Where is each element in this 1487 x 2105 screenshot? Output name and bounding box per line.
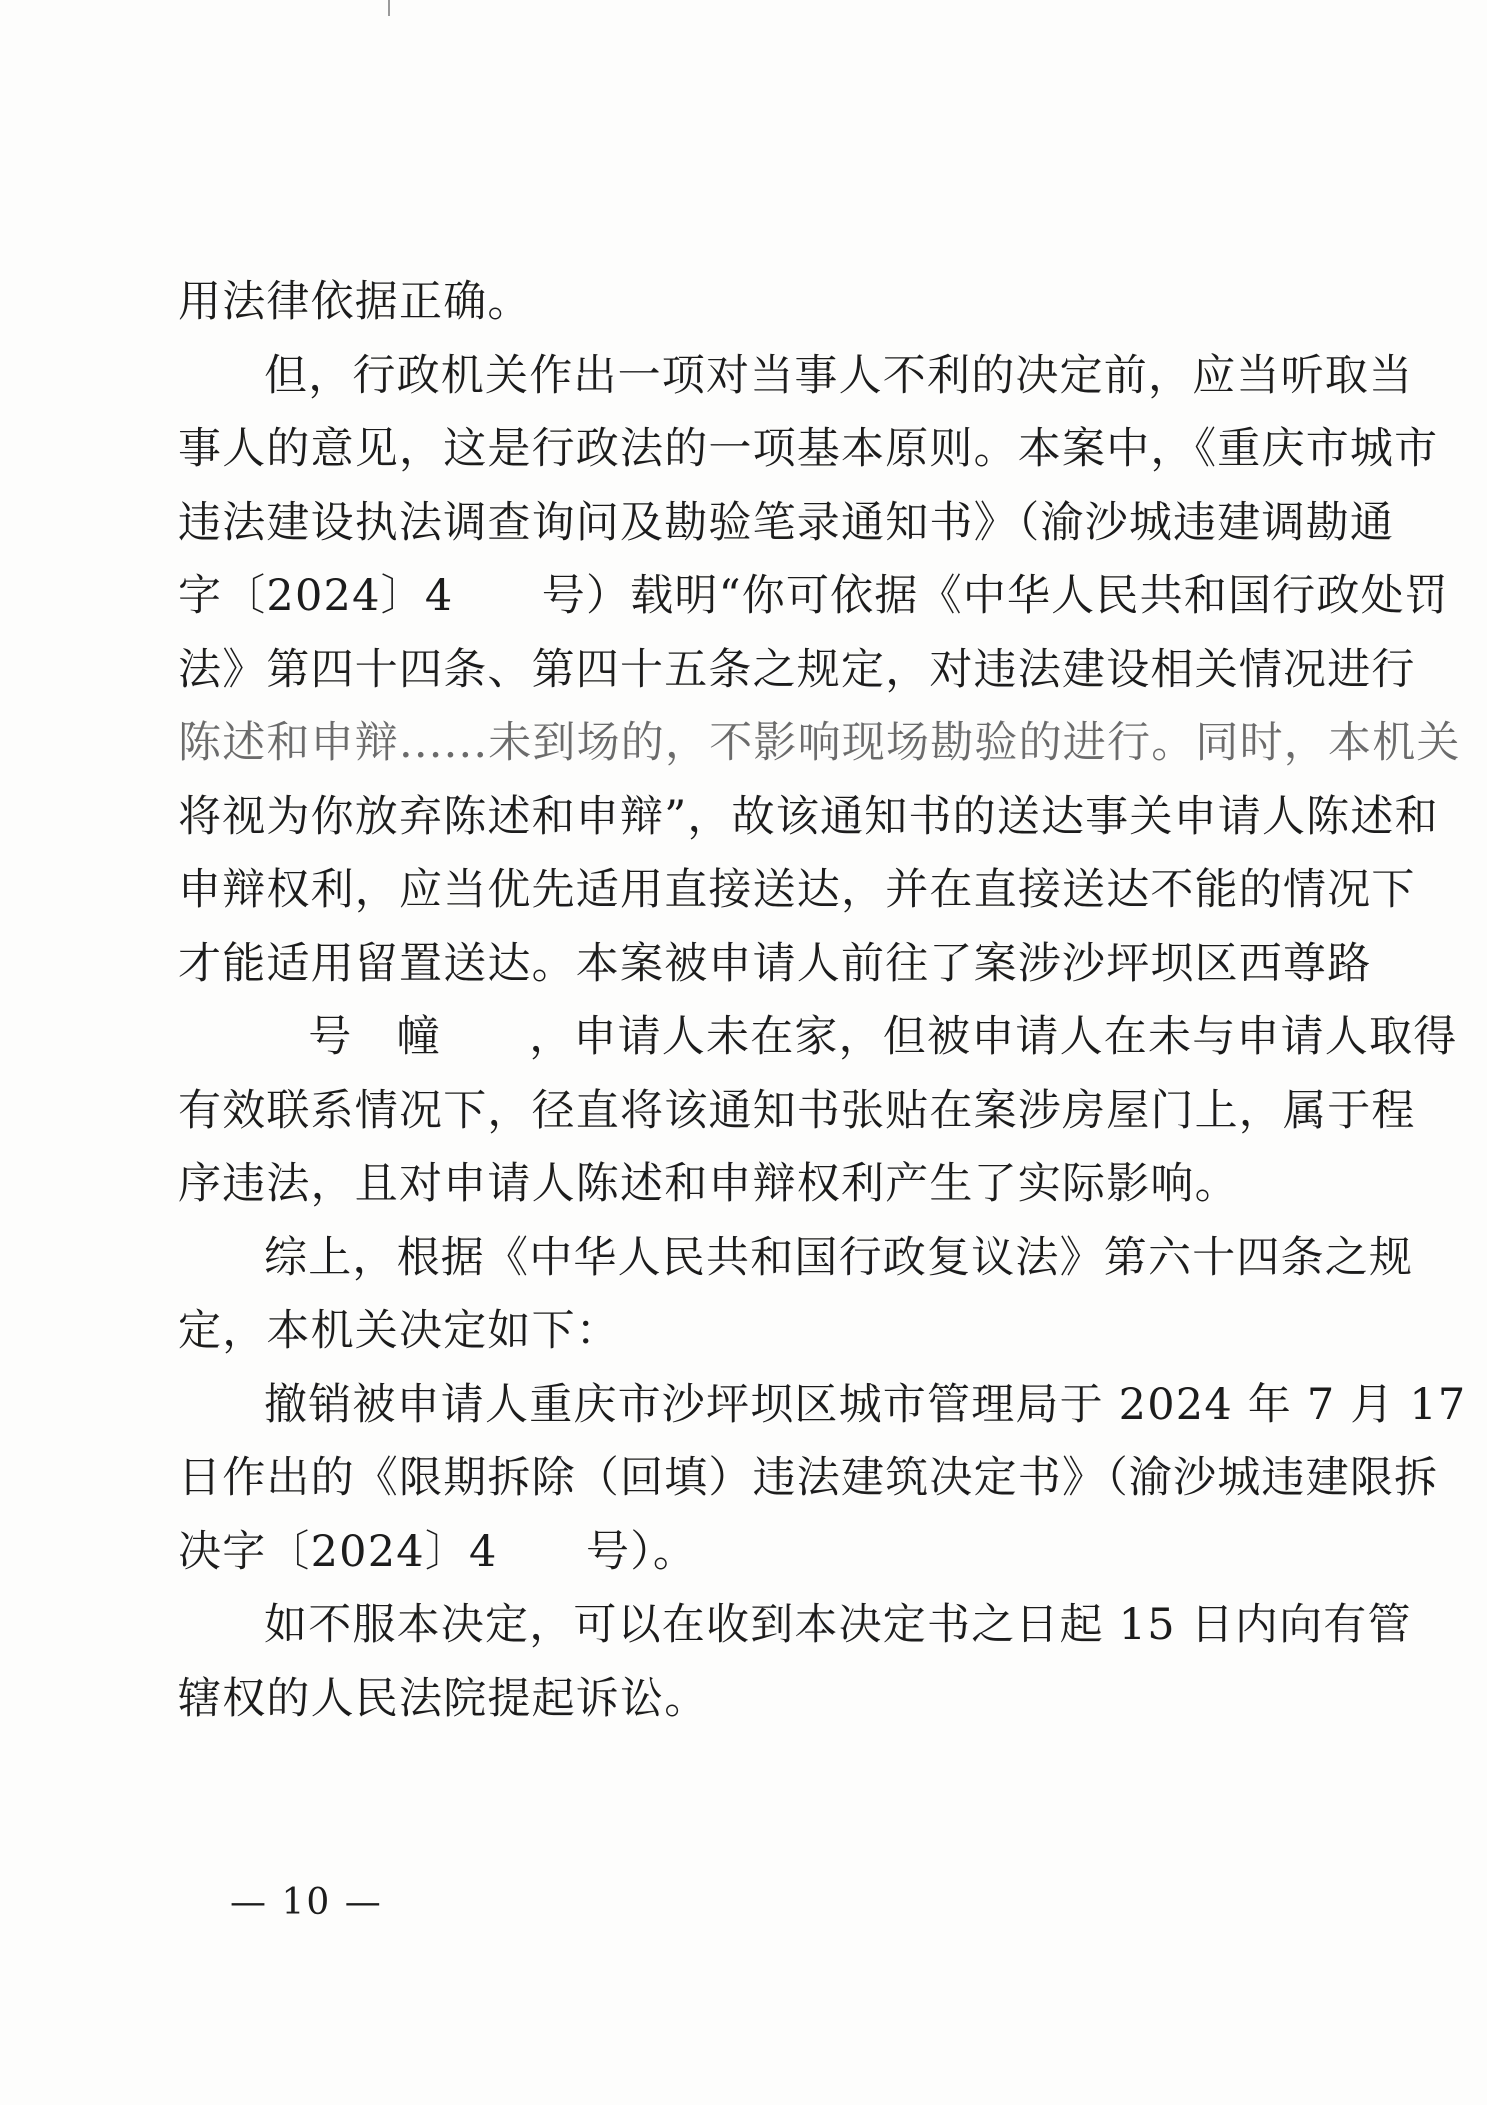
text-line: 序违法，且对申请人陈述和申辩权利产生了实际影响。 [178, 1159, 1239, 1209]
text-line: 陈述和申辩......未到场的，不影响现场勘验的进行。同时，本机关 [178, 718, 1461, 768]
text-line: 将视为你放弃陈述和申辩”，故该通知书的送达事关申请人陈述和 [178, 791, 1439, 842]
document-body [178, 266, 1467, 1736]
text-line: 用法律依据正确。 [178, 277, 532, 327]
text-line: 号 幢 ，申请人未在家，但被申请人在未与申请人取得 [264, 1012, 1458, 1062]
text-line: 才能适用留置送达。本案被申请人前往了案涉沙坪坝区西尊路 [178, 938, 1372, 989]
text-line: 综上，根据《中华人民共和国行政复议法》第六十四条之规 [264, 1232, 1414, 1283]
text-line: 违法建设执法调查询问及勘验笔录通知书》（渝沙城违建调勘通 [178, 497, 1395, 548]
text-line: 法》第四十四条、第四十五条之规定，对违法建设相关情况进行 [178, 644, 1416, 695]
text-line: 字〔2024〕4 号）载明“你可依据《中华人民共和国行政处罚 [178, 571, 1449, 621]
text-line: 但，行政机关作出一项对当事人不利的决定前，应当听取当 [264, 350, 1414, 401]
text-line: 决字〔2024〕4 号）。 [178, 1526, 698, 1577]
text-line: 定，本机关决定如下： [178, 1306, 620, 1356]
text-line: 申辩权利，应当优先适用直接送达，并在直接送达不能的情况下 [178, 865, 1416, 915]
text-line: 辖权的人民法院提起诉讼。 [178, 1673, 709, 1724]
scan-mark [388, 0, 390, 16]
page-number: — 10 — [230, 1882, 383, 1923]
text-line: 有效联系情况下，径直将该通知书张贴在案涉房屋门上，属于程 [178, 1085, 1416, 1136]
text-line: 事人的意见，这是行政法的一项基本原则。本案中，《重庆市城市 [178, 424, 1439, 474]
text-line: 如不服本决定，可以在收到本决定书之日起 15 日内向有管 [264, 1600, 1412, 1650]
text-line: 日作出的《限期拆除（回填）违法建筑决定书》（渝沙城违建限拆 [178, 1453, 1439, 1503]
text-line: 撤销被申请人重庆市沙坪坝区城市管理局于 2024 年 7 月 17 [264, 1379, 1467, 1430]
